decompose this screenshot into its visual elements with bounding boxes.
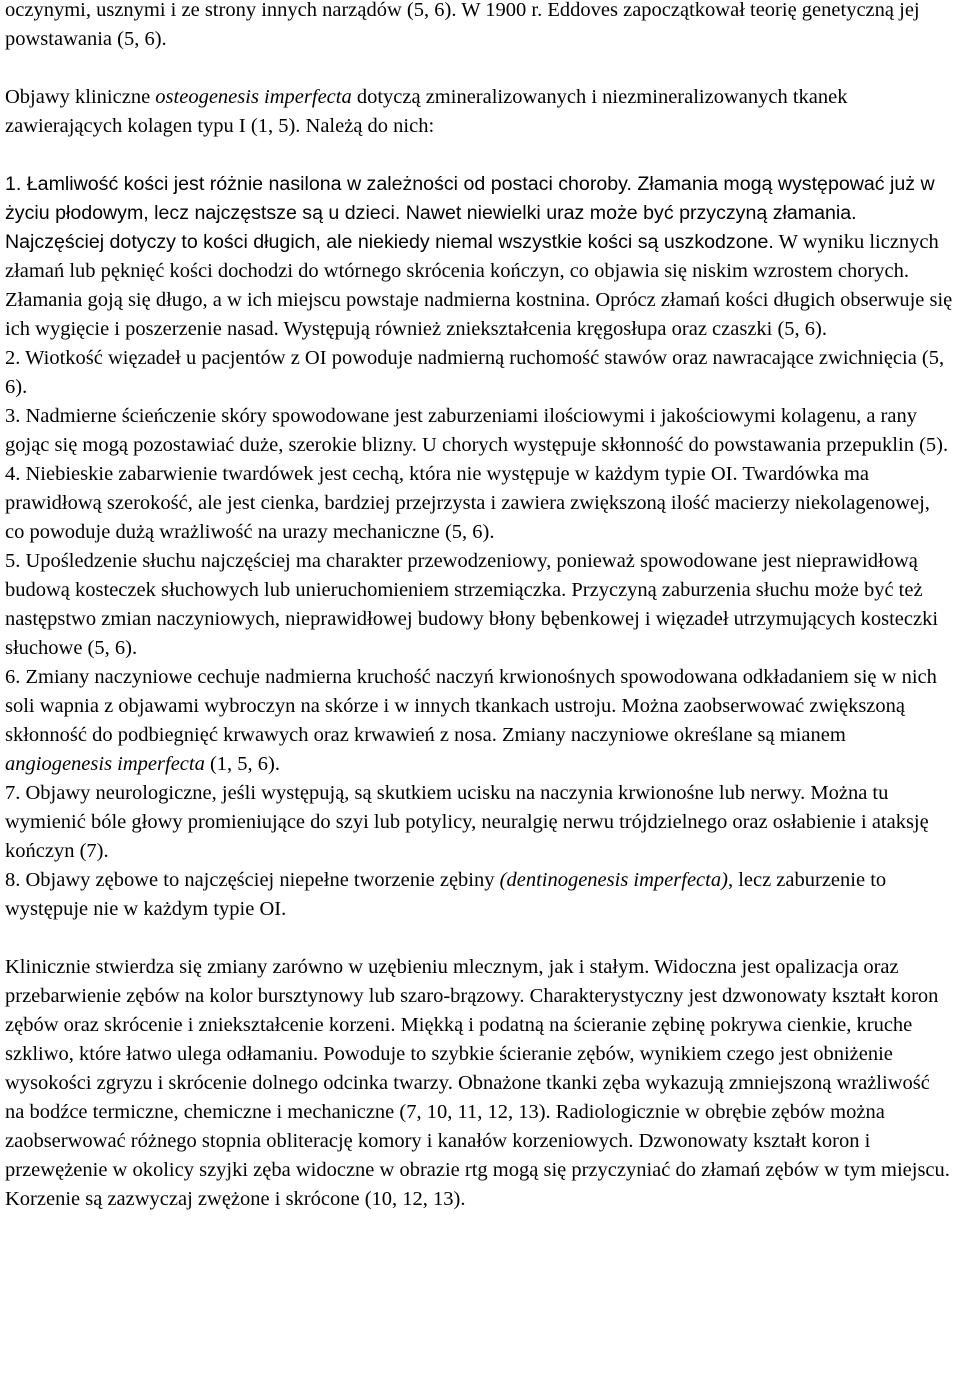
item-1-sans-text: 1. Łamliwość kości jest różnie nasilona w zależności od postaci choroby. Złamania mogą występować już w życiu płodowym, lecz najczęstsze są u dzieci. Nawet niewielki uraz może być przyczyną złamania. Najczęściej dotyczy to kości długich, ale niekiedy niemal wszystkie kości są uszkodzone. bbox=[5, 173, 935, 253]
dental-paragraph: Klinicznie stwierdza się zmiany zarówno w uzębieniu mlecznym, jak i stałym. Widoczna jest opalizacja oraz przebarwienie zębów na kolor bursztynowy lub szaro-brązowy. Charakterystyczny jest dzwonowaty kształt koron zębów oraz skrócenie i zniekształcenie korzeni. Miękką i podatną na ścieranie zębinę pokrywa cienkie, kruche szkliwo, które łatwo ulega odłamaniu. Powoduje to szybkie ścieranie zębów, wynikiem czego jest obniżenie wysokości zgryzu i skrócenie dolnego odcinka twarzy. Obnażone tkanki zęba wykazują zmniejszoną wrażliwość na bodźce termiczne, chemiczne i mechaniczne (7, 10, 11, 12, 13). Radiologicznie w obrębie zębów można zaobserwować różnego stopnia obliterację komory i kanałów korzeniowych. Dzwonowaty kształt koron i przewężenie w okolicy szyjki zęba widoczne w obrazie rtg mogą się przyczyniać do złamań zębów w tym miejscu. Korzenie są zazwyczaj zwężone i skrócone (10, 12, 13). bbox=[5, 956, 950, 1210]
clinical-lead-paragraph bbox=[5, 83, 953, 141]
item-1-serif-text: W wyniku licznych złamań lub pęknięć kości dochodzi do wtórnego skrócenia kończyn, co objawia się niskim wzrostem chorych. Złamania goją się długo, a w ich miejscu powstaje nadmierna kostnina. Oprócz złamań kości długich obserwuje się ich wygięcie i poszerzenie nasad. Występują również zniekształcenia kręgosłupa oraz czaszki (5, 6). bbox=[5, 231, 953, 340]
item-2-ligaments: 2. Wiotkość więzadeł u pacjentów z OI powoduje nadmierną ruchomość stawów oraz nawracające zwichnięcia (5, 6). bbox=[5, 347, 945, 398]
item-4-sclera: 4. Niebieskie zabarwienie twardówek jest cechą, która nie występuje w każdym typie OI. Twardówka ma prawidłową szerokość, ale jest cienka, bardziej przejrzysta i zawiera zwiększoną ilość macierzy niekolagenowej, co powoduje dużą wrażliwość na urazy mechaniczne (5, 6). bbox=[5, 463, 930, 543]
item-1-fragility bbox=[5, 170, 953, 344]
clinical-lead-end: dotyczą zmineralizowanych i niezmineralizowanych tkanek zawierających kolagen typu I (1, 5). Należą do nich: bbox=[5, 86, 848, 137]
item-8-text-end: , lecz zaburzenie to występuje nie w każdym typie OI. bbox=[5, 869, 887, 920]
item-6-text-end: (1, 5, 6). bbox=[204, 753, 280, 775]
item-3-skin: 3. Nadmierne ścieńczenie skóry spowodowane jest zaburzeniami ilościowymi i jakościowymi kolagenu, a rany gojąc się mogą pozostawiać duże, szerokie blizny. U chorych występuje skłonność do powstawania przepuklin (5). bbox=[5, 405, 949, 456]
item-6-term: angiogenesis imperfecta bbox=[5, 753, 205, 775]
item-6-text-start: 6. Zmiany naczyniowe cechuje nadmierna kruchość naczyń krwionośnych spowodowana odkładaniem się w nich soli wapnia z objawami wybroczyn na skórze i w innych tkankach ustroju. Można zaobserwować zwiększoną skłonność do podbiegnięć krwawych oraz krwawień z nosa. Zmiany naczyniowe określane są mianem bbox=[5, 666, 937, 746]
item-6-vascular bbox=[5, 663, 953, 779]
document-page bbox=[5, 0, 953, 1214]
item-8-term: (dentinogenesis imperfecta) bbox=[499, 869, 728, 891]
clinical-lead-start: Objawy kliniczne bbox=[5, 86, 156, 108]
item-5-hearing: 5. Upośledzenie słuchu najczęściej ma charakter przewodzeniowy, ponieważ spowodowane jest nieprawidłową budową kosteczek słuchowych lub unieruchomieniem strzemiączka. Przyczyną zaburzenia słuchu może być też następstwo zmian naczyniowych, nieprawidłowej budowy błony bębenkowej i więzadeł utrzymujących kosteczki słuchowe (5, 6). bbox=[5, 550, 939, 659]
intro-paragraph: oczynymi, usznymi i ze strony innych narządów (5, 6). W 1900 r. Eddoves zapoczątkował teorię genetyczną jej powstawania (5, 6). bbox=[5, 0, 920, 50]
item-8-dental bbox=[5, 866, 953, 924]
item-8-text-start: 8. Objawy zębowe to najczęściej niepełne tworzenie zębiny bbox=[5, 869, 500, 891]
item-7-neurological: 7. Objawy neurologiczne, jeśli występują, są skutkiem ucisku na naczynia krwionośne lub nerwy. Można tu wymienić bóle głowy promieniujące do szyi lub potylicy, neuralgię nerwu trójdzielnego oraz osłabienie i ataksję kończyn (7). bbox=[5, 782, 929, 862]
clinical-lead-term: osteogenesis imperfecta bbox=[155, 86, 352, 108]
